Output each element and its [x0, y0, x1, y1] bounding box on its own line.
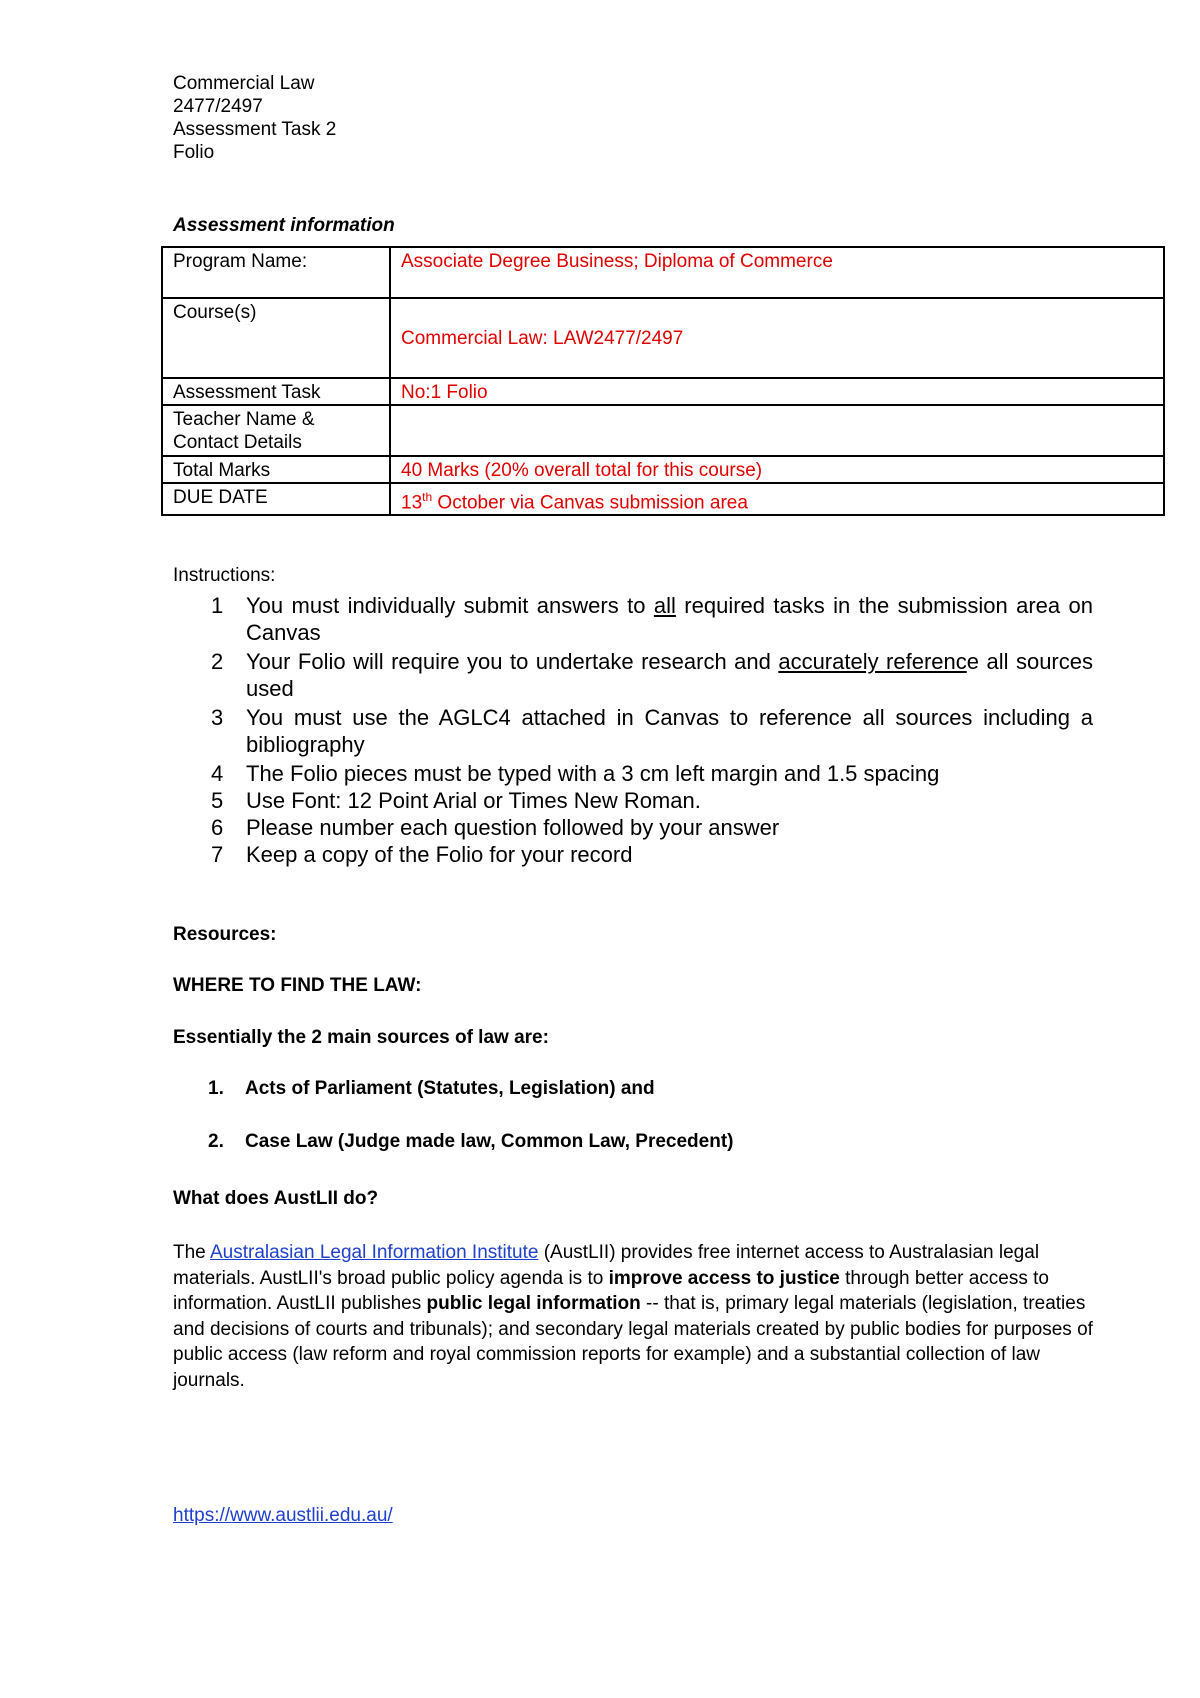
assessment-task: Assessment Task 2	[173, 119, 337, 140]
item-number: 7	[211, 842, 224, 867]
austlii-url-link[interactable]: https://www.austlii.edu.au/	[173, 1505, 393, 1526]
list-item	[173, 648, 1093, 702]
table-value	[390, 405, 1164, 456]
source-item	[208, 1078, 655, 1100]
list-item	[173, 787, 1093, 814]
table-value: Commercial Law: LAW2477/2497	[390, 298, 1164, 378]
due-date-suffix: th	[422, 490, 433, 504]
item-text: You must use the AGLC4 attached in Canvas to reference all sources including a bibliography	[246, 705, 1093, 757]
item-text: required tasks in the submission area on Canvas	[246, 593, 1093, 645]
section-title: Assessment information	[173, 215, 395, 236]
para-bold: public legal information	[426, 1293, 641, 1314]
para-text: (AustLII) provides free internet access to Australasian legal materials. AustLII's broad public policy agenda is to	[173, 1242, 1040, 1289]
instructions-label: Instructions:	[173, 565, 276, 586]
list-item	[173, 592, 1093, 646]
item-text: Please number each question followed by your answer	[246, 815, 780, 840]
table-label: Program Name:	[162, 247, 390, 298]
table-row	[162, 298, 1164, 378]
item-number: 4	[211, 761, 224, 786]
table-label: Course(s)	[162, 298, 390, 378]
table-row	[162, 456, 1164, 483]
item-number: 1	[211, 593, 224, 618]
item-underlined: all	[653, 593, 676, 618]
document-header	[173, 72, 336, 164]
item-text: The Folio pieces must be typed with a 3 cm left margin and 1.5 spacing	[246, 761, 940, 786]
item-text: You must individually submit answers to	[246, 593, 654, 618]
table-row	[162, 378, 1164, 405]
due-date-rest: October via Canvas submission area	[432, 492, 748, 514]
source-item	[208, 1131, 734, 1153]
table-label: Total Marks	[162, 456, 390, 483]
table-label	[162, 405, 390, 456]
sources-intro: Essentially the 2 main sources of law are:	[173, 1027, 549, 1048]
where-heading: WHERE TO FIND THE LAW:	[173, 975, 422, 996]
resources-heading: Resources:	[173, 924, 277, 945]
source-text: Case Law (Judge made law, Common Law, Precedent)	[245, 1131, 734, 1152]
item-number: 6	[211, 815, 224, 840]
instructions-list	[173, 592, 1093, 868]
item-number: 3	[211, 705, 224, 730]
assessment-type: Folio	[173, 142, 215, 163]
para-text: -- that is, primary legal materials (legislation, treaties and decisions of courts and tribunals); and secondary legal materials created by public bodies for purposes of public access (law reform and royal commission reports for example) and a substantial collection of law journals.	[173, 1293, 1093, 1391]
assessment-info-table	[161, 246, 1165, 516]
item-underlined: accurately referenc	[778, 649, 967, 674]
list-item	[173, 704, 1093, 758]
course-name: Commercial Law	[173, 73, 315, 94]
table-value: 40 Marks (20% overall total for this course)	[390, 456, 1164, 483]
table-row	[162, 483, 1164, 515]
source-text: Acts of Parliament (Statutes, Legislation) and	[245, 1078, 655, 1099]
table-value: Associate Degree Business; Diploma of Commerce	[390, 247, 1164, 298]
table-label-line: Contact Details	[173, 432, 302, 453]
austlii-heading: What does AustLII do?	[173, 1188, 379, 1209]
url-line	[173, 1505, 393, 1527]
para-text: through better access to information. AustLII publishes	[173, 1267, 1049, 1314]
item-number: 2	[211, 649, 224, 674]
item-number: 5	[211, 788, 224, 813]
table-value: No:1 Folio	[390, 378, 1164, 405]
item-text: Use Font: 12 Point Arial or Times New Roman.	[246, 788, 701, 813]
austlii-link[interactable]: Australasian Legal Information Institute	[209, 1242, 539, 1263]
item-text: Your Folio will require you to undertake research and	[246, 649, 779, 674]
table-row	[162, 247, 1164, 298]
list-item	[173, 760, 1093, 787]
source-number: 1.	[208, 1078, 224, 1099]
table-label: Assessment Task	[162, 378, 390, 405]
due-date-value	[390, 483, 1164, 515]
due-date-day: 13	[401, 492, 423, 514]
list-item	[173, 814, 1093, 841]
para-bold: improve access to justice	[608, 1267, 840, 1289]
table-row	[162, 405, 1164, 456]
item-text: e all sources used	[246, 649, 1093, 701]
list-item	[173, 841, 1093, 868]
source-number: 2.	[208, 1131, 224, 1152]
austlii-paragraph	[173, 1240, 1113, 1393]
course-code: 2477/2497	[173, 96, 263, 117]
para-text: The	[173, 1242, 210, 1263]
item-text: Keep a copy of the Folio for your record	[246, 842, 633, 867]
table-label: DUE DATE	[162, 483, 390, 515]
table-label-line: Teacher Name &	[173, 409, 315, 430]
